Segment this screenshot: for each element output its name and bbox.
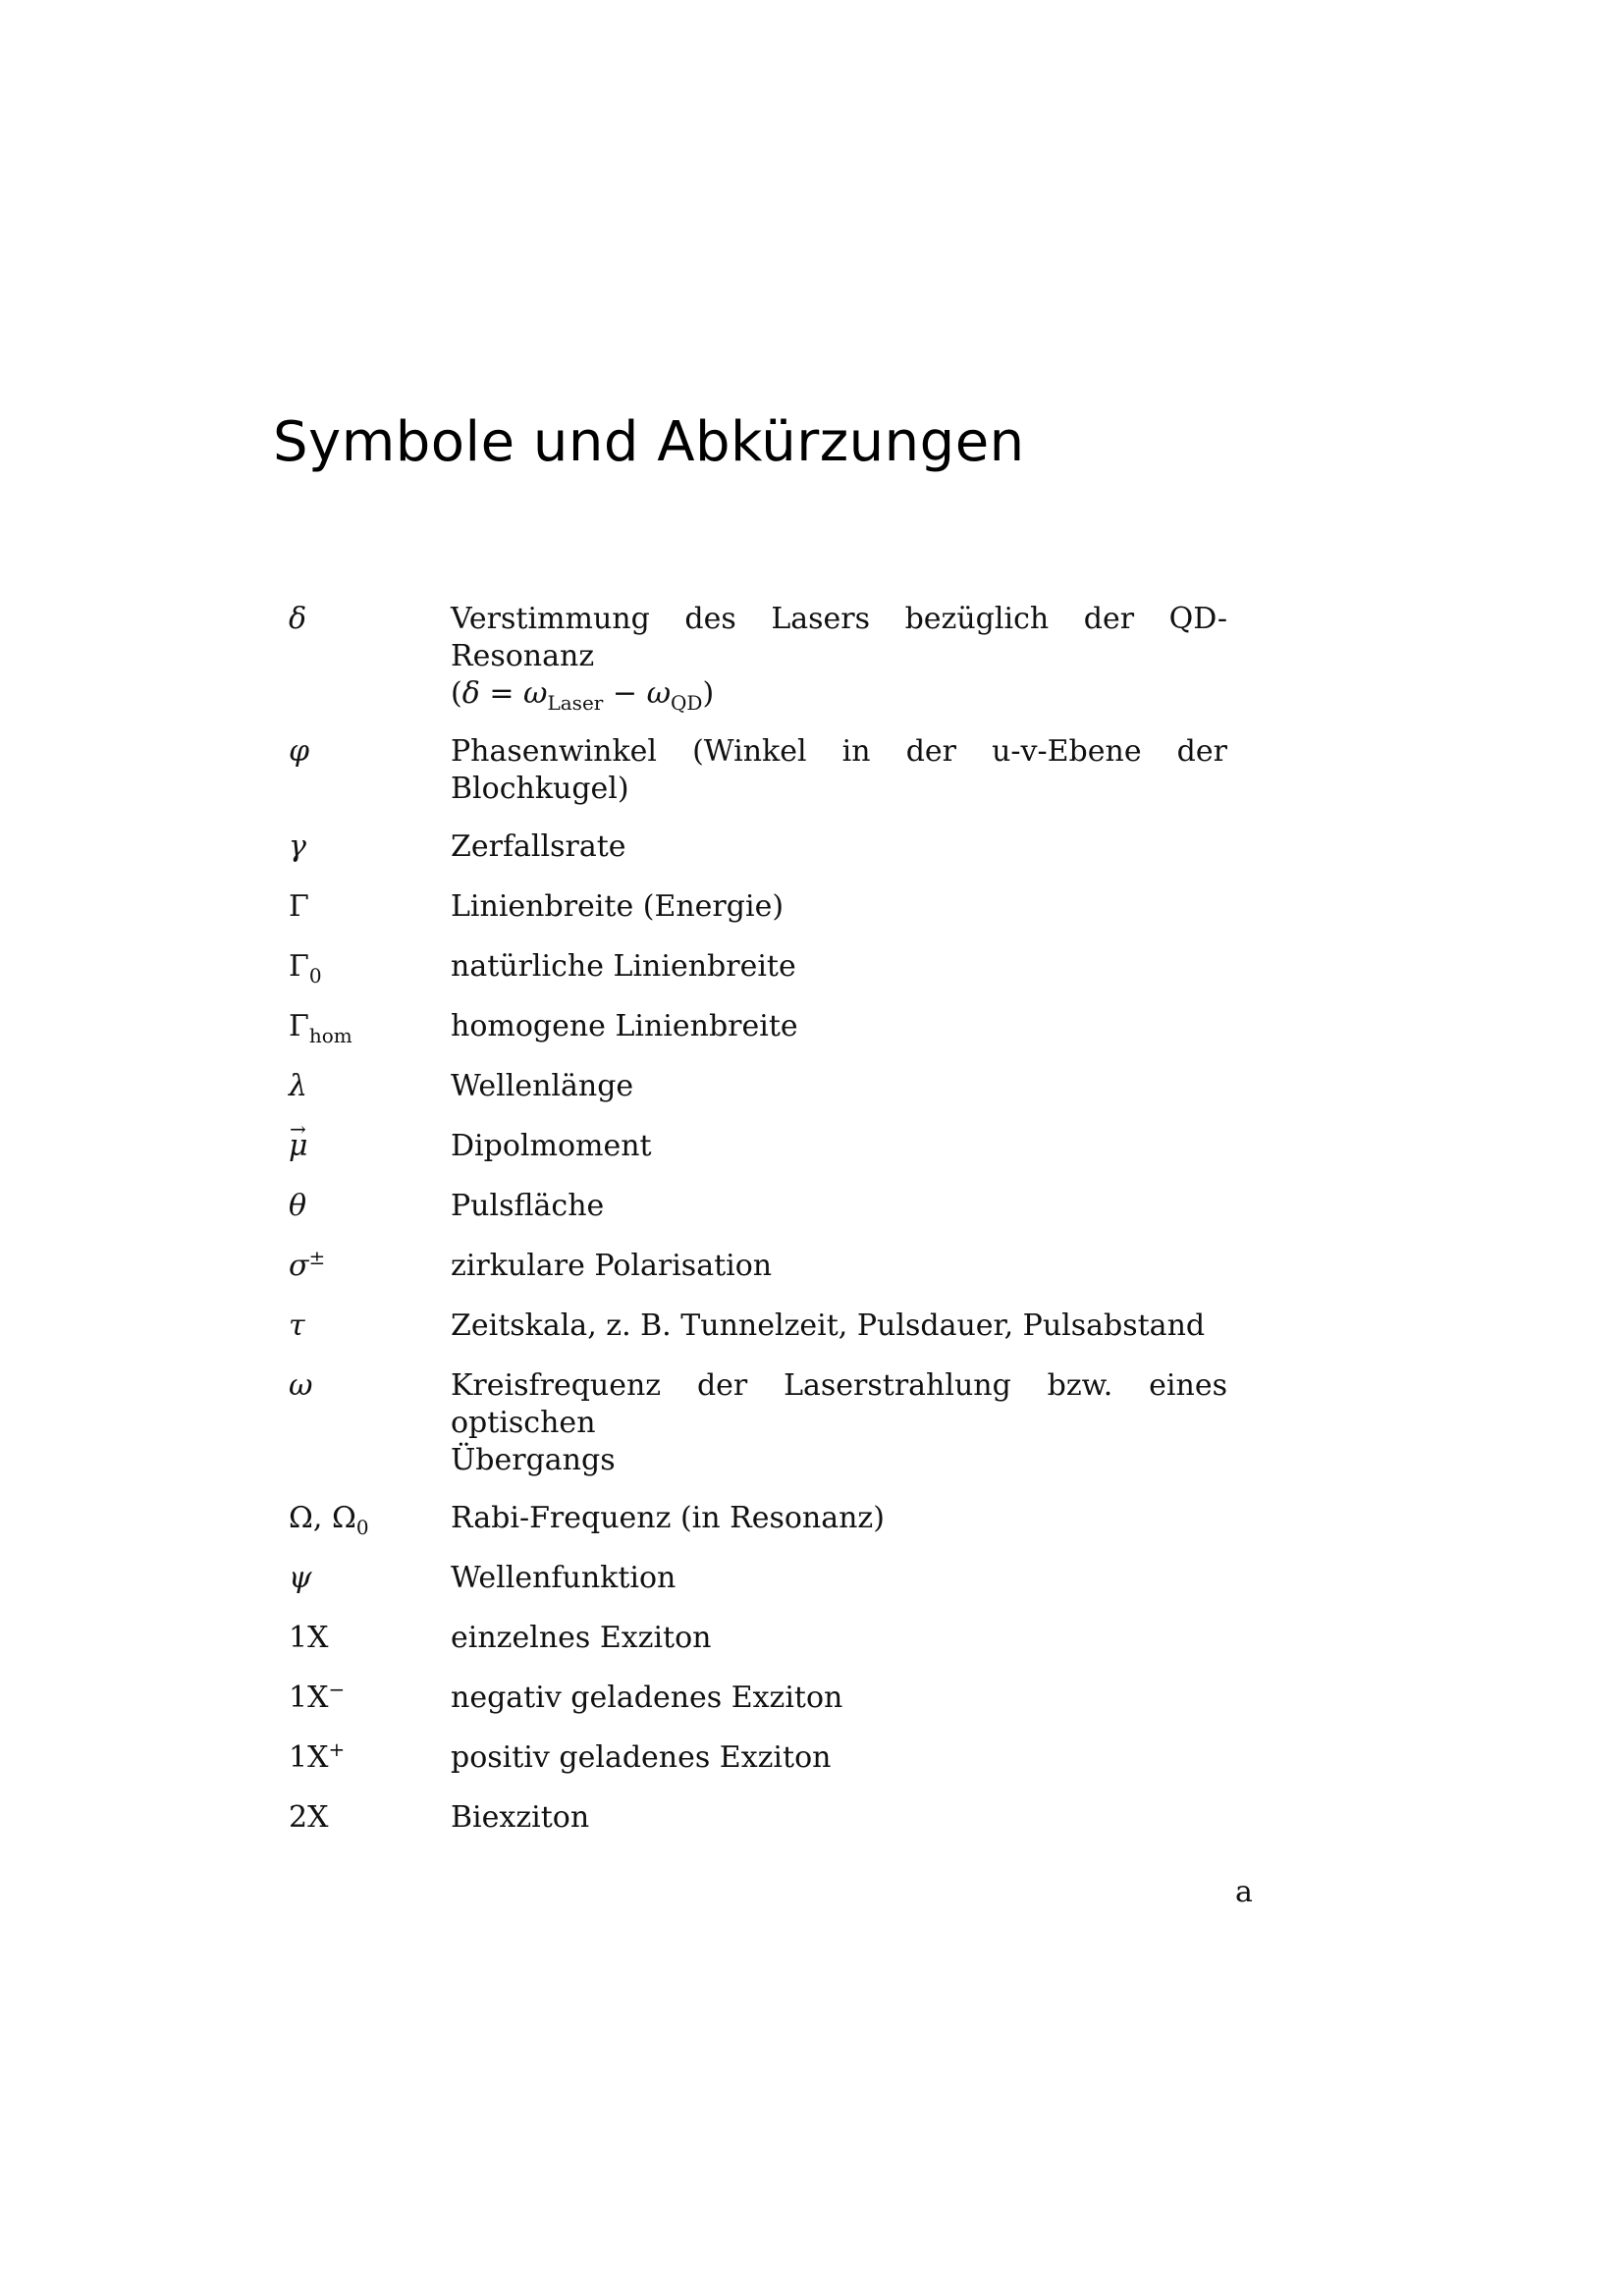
description [451, 601, 1227, 713]
symbol: Γ [289, 889, 309, 924]
description: Pulsfläche [451, 1189, 605, 1223]
symbol: σ± [289, 1246, 326, 1283]
description [451, 1367, 1227, 1479]
symbol: $\Gamma_{hom}$ [289, 1009, 352, 1047]
list-item [289, 1128, 1227, 1167]
symbol: φ [289, 734, 310, 769]
symbol: 2X [289, 1800, 329, 1835]
symbol [289, 1128, 436, 1165]
description: Zerfallsrate [451, 829, 626, 864]
list-item [289, 1799, 1227, 1839]
description: zirkulare Polarisation [451, 1249, 773, 1283]
symbol: λ [289, 1069, 308, 1103]
description: Phasenwinkel (Winkel in der u-v-Ebene der Blochkugel) [451, 734, 1227, 806]
list-item [289, 888, 1227, 928]
symbol: 1X [289, 1621, 329, 1655]
list-item [289, 828, 1227, 868]
description: Wellenfunktion [451, 1561, 677, 1595]
vector-arrow-icon: → μ [289, 1128, 308, 1165]
list-item [289, 733, 1227, 808]
list-item [289, 1248, 1227, 1287]
list-item [289, 1500, 1227, 1539]
symbol: γ [289, 829, 306, 864]
list-item [289, 1560, 1227, 1599]
symbol: Ω, $\Omega_0$ [289, 1501, 369, 1539]
description: natürliche Linienbreite [451, 949, 796, 984]
description: Wellenlänge [451, 1069, 634, 1103]
symbol: 1X− [289, 1678, 346, 1715]
symbol: ψ [289, 1561, 312, 1595]
list-item [289, 1308, 1227, 1347]
symbol: τ [289, 1308, 305, 1343]
list-item [289, 1188, 1227, 1227]
description-text: Verstimmung des Lasers bezüglich der QD-Resonanz [451, 602, 1227, 673]
symbol: δ [289, 602, 307, 636]
symbol: θ [289, 1189, 307, 1223]
symbol: $\Gamma_0$ [289, 949, 322, 988]
description: positiv geladenes Exziton [451, 1740, 832, 1775]
formula: $(\delta = \omega_{Laser} - \omega_{QD})$ [451, 676, 715, 715]
description: Linienbreite (Energie) [451, 889, 785, 924]
list-item [289, 1008, 1227, 1047]
description: homogene Linienbreite [451, 1009, 798, 1043]
list-item [289, 1739, 1227, 1779]
description: Dipolmoment [451, 1129, 652, 1163]
list-item [289, 1620, 1227, 1659]
description: Zeitskala, z. B. Tunnelzeit, Pulsdauer, Pulsabstand [451, 1308, 1206, 1343]
list-item [289, 948, 1227, 988]
symbol: ω [289, 1368, 313, 1403]
list-item [289, 1680, 1227, 1719]
symbol-list [289, 601, 1227, 1859]
description: Biexziton [451, 1800, 590, 1835]
description: negativ geladenes Exziton [451, 1681, 843, 1715]
page-title: Symbole und Abkürzungen [273, 410, 1025, 474]
description-text-line2: Übergangs [451, 1443, 616, 1477]
symbol: 1X+ [289, 1737, 346, 1775]
description: Rabi-Frequenz (in Resonanz) [451, 1501, 885, 1535]
list-item [289, 601, 1227, 713]
page-number: a [1235, 1875, 1253, 1909]
list-item [289, 1068, 1227, 1107]
description-text: Kreisfrequenz der Laserstrahlung bzw. eines optischen [451, 1368, 1227, 1440]
list-item [289, 1367, 1227, 1479]
description: einzelnes Exziton [451, 1621, 712, 1655]
